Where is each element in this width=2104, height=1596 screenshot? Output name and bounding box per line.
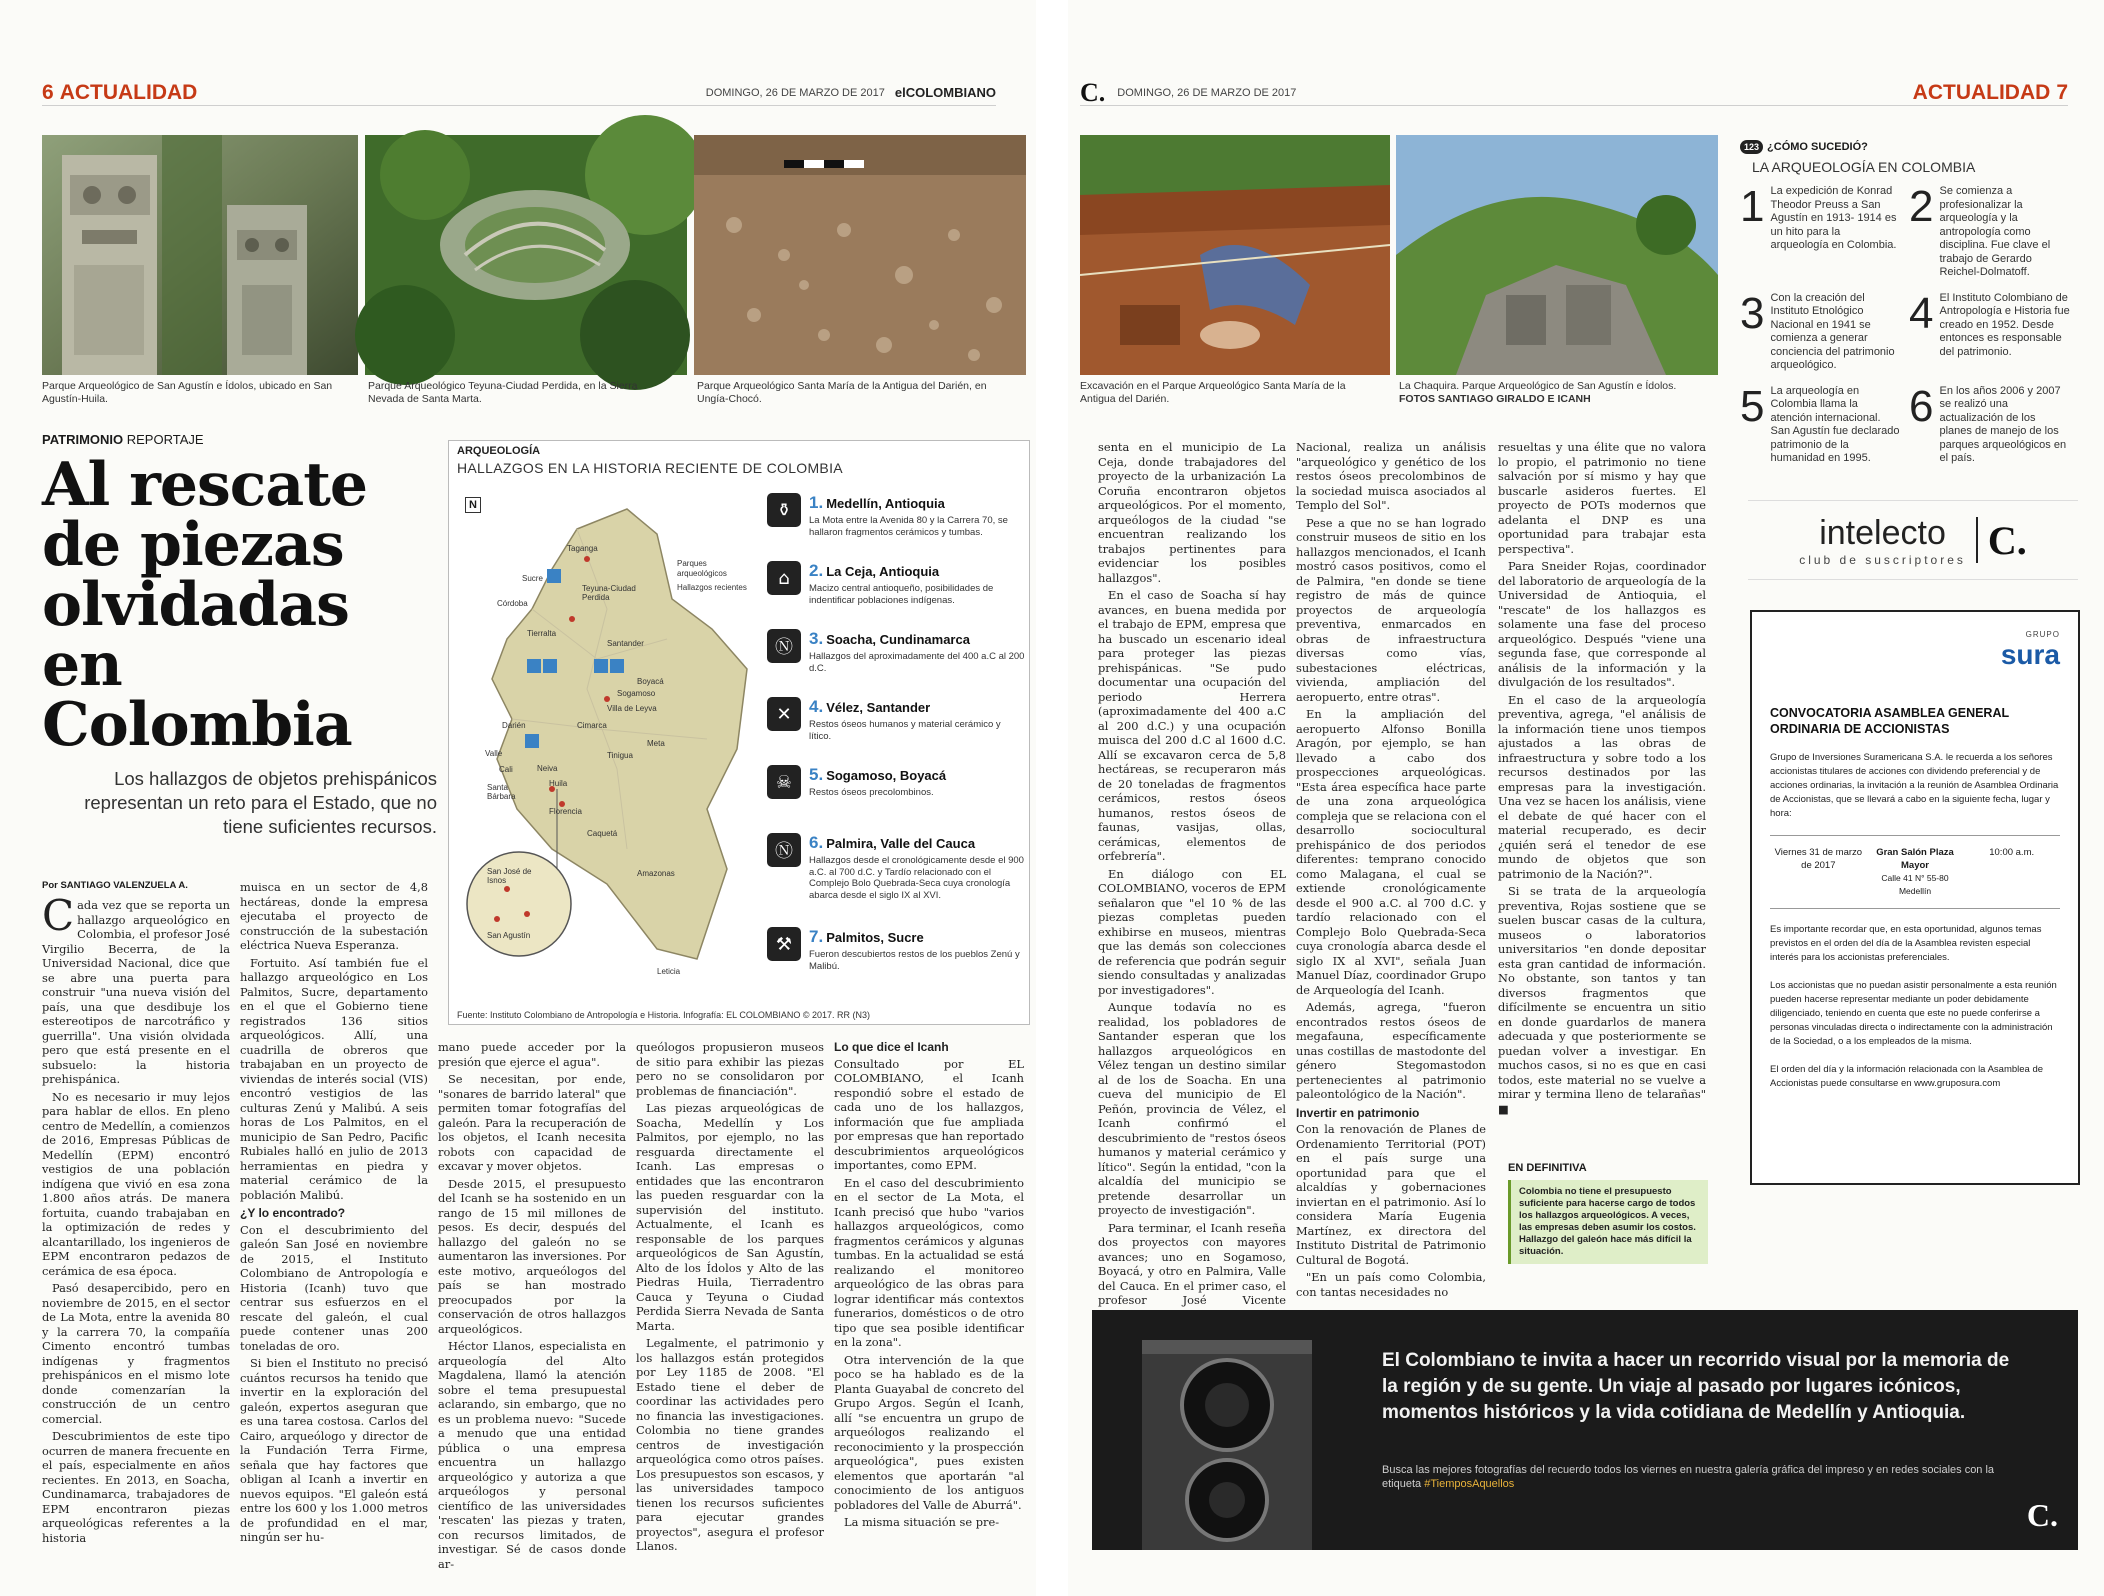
find-number: 7. (809, 927, 824, 946)
find-number: 5. (809, 765, 824, 784)
issue-date: DOMINGO, 26 DE MARZO DE 2017 (1117, 86, 1297, 99)
place-tinigua: Tinigua (607, 751, 633, 760)
find-number: 3. (809, 629, 824, 648)
caption-photo-2: Parque Arqueológico Teyuna-Ciudad Perdida, en la Sierra Nevada de Santa Marta. (368, 380, 638, 405)
find-title: Palmitos, Sucre (826, 930, 924, 945)
find-desc: Restos óseos precolombinos. (809, 787, 934, 798)
sura-time: 10:00 a.m. (1989, 847, 2035, 858)
rcol1-para-5: Para terminar, el Icanh reseña dos proyectos con mayores avances; uno en Sogamoso, Boyacá, y otro en Palmira, Valle del Cauca. En el primer caso, el profesor José Vicente (1098, 1220, 1286, 1307)
col3-para-1: mano puede acceder por la presión que ejerce el agua". (438, 1040, 626, 1069)
place-tierralta: Tierralta (527, 629, 557, 638)
right-folio (1080, 77, 2068, 107)
bones-icon: ✕ (767, 697, 801, 731)
place-sogamoso: Sogamoso (617, 689, 656, 698)
col1-para-1: ada vez que se reporta un hallazgo arqueológico en Colombia, el profesor José Virgilio Becerra, de la Universidad Nacional, dice que se abre una puerta para construir "una nueva visión del país, una que desdibuje los estereotipos de narcotráfico y guerrilla". Una visión olvidada pero que está presente en el subsuelo: la historia prehispánica. (42, 898, 230, 1086)
intelecto-word: intelecto (1819, 513, 1946, 552)
col5-para-2: En el caso del descubrimiento en el sector de La Mota, el Icanh precisó que hubo "varios hallazgos arqueológicos, como fragmentos cerámicos y algunas tumbas. En la actualidad se está realizando el monitoreo arqueológico de las obras para lograr identificar más contextos funerarios, domésticos o de otro tipo que sea posible identificar en la zona". (834, 1175, 1024, 1349)
page-gutter (1036, 0, 1068, 1596)
sura-place-block (1867, 846, 1964, 898)
rcol1-para-3: En diálogo con EL COLOMBIANO, voceros de EPM señalaron que "el 10 % de las piezas completas pueden exhibirse en museos, mientras que las demás son colecciones de referencia que podrán seguir siendo consultadas y analizadas por investigadores". (1098, 866, 1286, 997)
photo-credit: FOTOS SANTIAGO GIRALDO E ICANH (1399, 393, 1591, 405)
banner-text: El Colombiano te invita a hacer un recorrido visual por la memoria de la región y de su gente. Un viaje al pasado por lugares icónicos, momentos históricos y la vida cotidiana de Medellín y Antioquia. (1382, 1350, 2010, 1423)
sura-para-3: Los accionistas que no puedan asistir personalmente a esta reunión pueden hacerse representar mediante un poder debidamente diligenciado, teniendo en cuenta que este no puede conferirse a personas vinculadas directa o indirectamente con la administración de la Sociedad, o a los empleados de la misma. (1770, 980, 2057, 1047)
rcol2-para-3: En la ampliación del aeropuerto Alfonso Bonilla Aragón, por ejemplo, se han llevado a cabo dos prospecciones arqueológicas. "Esta área específica hace parte de una zona arqueológica compleja que se relaciona con el desarrollo sociocultural prehispánico de dos periodos diferentes: temprano conocido como Malagana, el cual se extiende cronológicamente desde el 900 a.C. al 700 d.C. y tardío relacionado con el Complejo Bolo Quebrada-Seca cuya cronología abarca desde el siglo IX al XVI", señala Juan Manuel Díaz, coordinador Grupo de Arqueología del Icanh. (1296, 707, 1486, 997)
photo-excavacion (1080, 135, 1390, 375)
rcol3-para-2: Para Sneider Rojas, coordinador del laboratorio de arqueología de la Universidad de Antioquia, el "rescate" de los hallazgos es solamente una fase del proceso arqueológico. Después "viene una segunda fase, que corresponde al análisis de la información y la divulgación de los resultados". (1498, 559, 1706, 689)
col2-para-1: muisca en un sector de 4,8 hectáreas, donde la empresa ejecutaba el proyecto de construcción de la subestación eléctrica Nueva Esperanza. (240, 880, 428, 952)
place-cordoba: Córdoba (497, 599, 528, 608)
rcol2-para-5: Con la renovación de Planes de Ordenamiento Territorial (POT) en el país surge una oportunidad para que el alcaldías y gobernaciones inviertan en el patrimonio. Así lo considera María Eugenia Martínez, ex directora del Instituto Distrital de Patrimonio Cultural de Bogotá. (1296, 1122, 1486, 1267)
left-page (0, 0, 1036, 1596)
place-sucre: Sucre (522, 574, 543, 583)
place-meta: Meta (647, 739, 665, 748)
headline: Al rescate de piezas olvidadas en Colombia (42, 450, 368, 760)
find-title: Vélez, Santander (826, 700, 931, 715)
how-num: 6 (1909, 381, 1934, 431)
photo-chaquira (1396, 135, 1718, 375)
place-huila: Huila (549, 779, 568, 788)
rcol2-para-6: "En un país como Colombia, con tantas necesidades no (1296, 1270, 1486, 1299)
find-item (767, 697, 1025, 755)
find-item (767, 833, 1025, 917)
place-amazonas: Amazonas (637, 869, 675, 878)
issue-date: DOMINGO, 26 DE MARZO DE 2017 (705, 86, 885, 99)
deck: Los hallazgos de objetos prehispánicos representan un reto para el Estado, que no tiene suficientes recursos. (84, 768, 437, 837)
kicker-section: PATRIMONIO (42, 432, 124, 447)
col3-para-4: Héctor Llanos, especialista en arqueología del Alto Magdalena, llamó la atención sobre el tema presupuestal aclarando, sin embargo, que no es un problema nuevo: "Sucede a menudo que una entidad pública o una empresa encuentra un hallazgo arqueológico y autoriza a que arqueólogos y personal científico de las universidades 'rescaten' las piezas y traten, con recursos limitados, de investigar. Sé de casos donde ar- (438, 1339, 626, 1571)
place-neiva: Neiva (537, 764, 558, 773)
newspaper-brand: elCOLOMBIANO (894, 85, 996, 100)
place-darien: Darién (502, 721, 526, 730)
legend-parks: Parques arqueológicos (677, 559, 727, 578)
banner-sub-text: Busca las mejores fotografías del recuerdo todos los viernes en nuestra galería gráfica del impreso y en redes sociales con la etiqueta (1382, 1464, 1995, 1490)
en-definitiva-box (1508, 1162, 1708, 1264)
map-legend (677, 559, 757, 593)
find-desc: Fueron descubiertos restos de los pueblos Zenú y Malibú. (809, 949, 1020, 972)
infographic (448, 440, 1030, 1025)
find-desc: Hallazgos del aproximadamente del 400 a.C al 200 d.C. (809, 651, 1025, 674)
camera-illustration (1102, 1310, 1382, 1550)
find-title: Medellín, Antioquia (826, 496, 945, 511)
rcol3-para-3: En el caso de la arqueología preventiva, agrega, "el análisis de la información tiene unos tiempos ajustados a las obras de infraestructura y sobre todo a los recursos destinados por las empresas para la investigación. Una vez se hacen los análisis, viene el debate de qué hacer con el material recuperado, es decir ¿quién será el tenedor de ese mundo de objetos que son patrimonio de la Nación?". (1498, 692, 1706, 881)
infographic-head (457, 445, 843, 476)
find-number: 6. (809, 833, 824, 852)
place-cimarca: Cimarca (577, 721, 607, 730)
col3-para-3: Desde 2015, el presupuesto del Icanh se ha sostenido en un rango de 15 mil millones de pesos. Es decir, después del hallazgo del galeón no se aumentaron las inversiones. Por este motivo, arqueólogos del país se han mostrado preocupados por la conservación de otros hallazgos arqueológicos. (438, 1176, 626, 1336)
rcol3-para-1: resueltas y una élite que no valora lo propio, el patrimonio no tiene salvación por sí mismo y hay que buscarle asideros fuertes. El proyecto de POTs modernos que adelanta el DNP es una oportunidad para trabajar esta perspectiva". (1498, 440, 1706, 556)
compass-icon: Ⓝ (767, 629, 801, 663)
find-desc: Hallazgos desde el cronológicamente desde el 900 a.C. al 700 d.C. y Tardío relacionado con el Complejo Bolo Quebrada-Seca cuya cronología abarca desde el siglo IX al XVI. (809, 855, 1024, 901)
rcol2-para-1: Nacional, realiza un análisis "arqueológico y genético de los restos óseos precolombinos de la sociedad muisca asociados al Templo del Sol". (1296, 440, 1486, 512)
how-tag (1740, 140, 2070, 154)
find-number: 4. (809, 697, 824, 716)
find-title: La Ceja, Antioquia (826, 564, 940, 579)
place-san-jose-de-isnos: San José de Isnos (487, 867, 532, 885)
rcol1-para-1: senta en el municipio de La Ceja, donde trabajadores del proyecto de la urbanización La Coruña encontraron objetos arqueológicos. Por el momento, arqueólogos de la ciudad "se encuentran realizando los trabajos pertinentes para evidenciar los posibles hallazgos". (1098, 440, 1286, 585)
find-item (767, 765, 1025, 823)
tools-icon: ⚒ (767, 927, 801, 961)
sura-title: CONVOCATORIA ASAMBLEA GENERAL ORDINARIA DE ACCIONISTAS (1770, 706, 2009, 736)
find-number: 2. (809, 561, 824, 580)
rcol1-para-2: En el caso de Soacha sí hay avances, en buena medida por el trabajo de EPM, empresa que ha buscado un escenario ideal para proteger las piezas prehispánicas. "Se pudo documentar una ocupación del periodo Herrera (aproximadamente del 400 a.C al 200 d.C.) y una ocupación muisca del 200 d.C al 1600 d.C. Allí se excavaron cerca de 5,8 hectáreas, se recuperaron más de 20 toneladas de fragmentos cerámicos, restos óseos humanos, restos óseos de faunas, vasijas, ollas, cerámicas, elementos de orfebrería". (1098, 588, 1286, 863)
how-item (1740, 182, 1901, 280)
sura-name: sura (2000, 639, 2060, 670)
kicker (42, 432, 204, 447)
caption-photo-5 (1399, 380, 1709, 406)
col4-para-2: Las piezas arqueológicas de Soacha, Medellín y Los Palmitos, por ejemplo, no las resguarda directamente el Icanh. Las empresas o entidades que las encontraron las pueden resguardar con la supervisión del instituto. Actualmente, el Icanh es responsable de los parques arqueológicos de San Agustín, Alto de los Ídolos y Alto de las Piedras Huila, Tierradentro Cauca y Teyuna o Ciudad Perdida Sierra Nevada de Santa Marta. (636, 1101, 824, 1333)
place-san-agustin: San Agustín (487, 931, 531, 940)
how-badge: 123 (1740, 140, 1763, 154)
col4-para-3: Legalmente, el patrimonio y los hallazgos están protegidos por Ley 1185 de 2008. "El Estado tiene el deber de coordinar las actividades pero no financia las investigaciones. Colombia no tiene grandes centros de investigación arqueológica como otros países. Los presupuestos son escasos, y las universidades tampoco tienen los recursos suficientes para ejecutar grandes proyectos", asegura el profesor Llanos. (636, 1336, 824, 1553)
article-col-1 (42, 891, 230, 1545)
how-item (1909, 381, 2070, 466)
legend-finds: Hallazgos recientes (677, 583, 747, 592)
sura-grupo: GRUPO (2025, 630, 2060, 639)
col3-para-2: Se necesitan, por ende, "sonares de barrido lateral" que permiten tomar fotografías del galeón. Para la recuperación de los objetos, el Icanh necesita robots con capacidad de excavar y mover objetos. (438, 1072, 626, 1173)
sura-logo (1770, 630, 2060, 671)
col2-para-4: Si bien el Instituto no precisó cuántos recursos ha tenido que invertir en la exploración del galeón, expertos aseguran que es una tarea costosa. Carlos del Cairo, arqueólogo y director de la Fundación Terra Firme, señala que hay factores que obligan al Icanh a invertir en nuevos equipos. "El galeón está entre los 600 y los 1.000 metros de profundidad en el mar, ningún ser hu- (240, 1356, 428, 1544)
banner-logo: C. (2026, 1497, 2058, 1533)
col2-para-2: Fortuito. Así también fue el hallazgo arqueológico en Los Palmitos, Sucre, departamento en el que el Gobierno tiene registrados 136 sitios arqueológicos. Allí, una cuadrilla de obreros que trabajaban en un proyecto de viviendas de interés social (VIS) encontró vestigios de las culturas Zenú y Malibú. A seis horas de Los Palmitos, en el municipio de San Pedro, Pacific Rubiales halló en julio de 2013 herramientas en piedra y material cerámico de la población Malibú. (240, 955, 428, 1202)
sura-place: Gran Salón Plaza Mayor (1876, 847, 1954, 871)
right-col-3 (1498, 440, 1706, 1140)
col5-para-3: Otra intervención de la que poco se ha hablado es de la Planta Guayabal de concreto del Grupo Argos. Según el Icanh, allí "se encuentra un grupo de arqueólogos realizando el reconocimiento y la prospección arqueológica", pues existen elementos que aportarán "al conocimiento de los antiguos pobladores del Valle de Aburrá". (834, 1352, 1024, 1512)
sura-para-1: Grupo de Inversiones Suramericana S.A. le recuerda a los señores accionistas titulares de acciones con dividendo preferencial y de acciones ordinarias, la invitación a la reunión de Asamblea Ordinaria de Accionistas, que se llevará a cabo en la siguiente fecha, lugar y hora: (1770, 752, 2059, 819)
sura-ad (1750, 610, 2080, 1185)
kicker-type: REPORTAJE (126, 432, 204, 447)
col1-para-2: No es necesario ir muy lejos para hablar de ellos. En pleno centro de Medellín, a comienzos de 2016, Empresas Públicas de Medellín (EPM) encontró vestigios de una población indígena que vivió en esa zona 1.800 años atrás. De manera fortuita, cuando trabajaban en la optimización de redes y alcantarillado, los ingenieros de EPM encontraron pedazos de cerámica de esa época. (42, 1089, 230, 1278)
how-text: La arqueología en Colombia llama la atención internacional. San Agustín fue declarado patrimonio de la humanidad en 1995. (1770, 384, 1900, 464)
dropcap: C (42, 891, 75, 940)
caption-photo-1: Parque Arqueológico de San Agustín e Ídolos, ubicado en San Agustín-Huila. (42, 380, 333, 405)
place-boyaca: Boyacá (637, 677, 664, 686)
banner-sub (1382, 1463, 2022, 1491)
north-indicator: N (465, 497, 481, 513)
place-florencia: Florencia (549, 807, 582, 816)
intelecto-sub: club de suscriptores (1799, 552, 1966, 567)
find-item (767, 927, 1025, 985)
how-num: 5 (1740, 381, 1765, 431)
place-teyuna: Teyuna-Ciudad Perdida (582, 584, 636, 602)
infographic-tag: ARQUEOLOGÍA (457, 445, 541, 457)
place-caqueta: Caquetá (587, 829, 618, 838)
place-santa-barbara: Santa Bárbara (487, 783, 516, 801)
how-text: Se comienza a profesionalizar la arqueología y la antropología como disciplina. Fue clave el trabajo de Gerardo Reichel-Dolmatoff. (1939, 185, 2051, 278)
caption-photo-3: Parque Arqueológico Santa María de la Antigua del Darién, en Ungía-Chocó. (697, 380, 987, 405)
infographic-title: HALLAZGOS EN LA HISTORIA RECIENTE DE COLOMBIA (457, 460, 843, 476)
how-item (1740, 288, 1901, 373)
find-desc: Restos óseos humanos y material cerámico y lítico. (809, 719, 1001, 742)
sura-date: Viernes 31 de marzo de 2017 (1774, 847, 1863, 871)
right-col-2 (1296, 440, 1486, 1299)
find-number: 1. (809, 493, 824, 512)
rcol1-para-4: Aunque todavía no es realidad, los pobladores de Santander esperan que los hallazgos arqueológicos en Vélez tengan un destino similar al de los de Soacha. En una cueva del municipio de El Peñón, provincia de Vélez, el Icanh confirmó el descubrimiento de "restos óseos humanos y material cerámico y lítico". Según la entidad, "con la alcaldía del municipio se pretende desarrollar un proyecto de investigación". (1098, 1000, 1286, 1217)
photo-santa-maria (694, 135, 1026, 375)
intelecto-logo: C. (1987, 517, 2027, 563)
sura-meeting-info (1770, 835, 2060, 909)
how-text: El Instituto Colombiano de Antropología e Historia fue creado en 1952. Desde entonces es responsable del patrimonio. (1939, 291, 2070, 358)
byline: Por SANTIAGO VALENZUELA A. (42, 880, 188, 891)
how-text: En los años 2006 y 2007 se realizó una actualización de los planes de manejo de los parques arqueológicos en el país. (1939, 384, 2067, 464)
hut-icon: ⌂ (767, 561, 801, 595)
find-desc: La Mota entre la Avenida 80 y la Carrera 70, se hallaron fragmentos cerámicos y tumbas. (809, 515, 1008, 538)
find-title: Palmira, Valle del Cauca (826, 836, 976, 851)
col2-subhead: ¿Y lo encontrado? (240, 1206, 346, 1220)
left-folio (42, 80, 996, 106)
section-name: ACTUALIDAD (59, 80, 198, 104)
rcol2-para-4: Además, agrega, "fueron encontrados restos óseos de megafauna, específicamente unas costillas de mastodonte del género Stegomastodon pertenecientes al patrimonio paleontológico de la Nación". (1296, 1000, 1486, 1101)
sura-address: Calle 41 N° 55-80 Medellín (1881, 873, 1949, 896)
definitiva-text: Colombia no tiene el presupuesto suficiente para hacerse cargo de todos los hallazgos arqueológicos. A veces, las empresas deben asumir los costos. Hallazgo del galeón hace más difícil la situación. (1508, 1180, 1708, 1264)
urn-icon: ⚱ (767, 493, 801, 527)
article-col-4 (636, 1040, 824, 1553)
how-item (1740, 381, 1901, 466)
how-tag-label: ¿CÓMO SUCEDIÓ? (1767, 141, 1868, 153)
photo-san-agustin (42, 135, 358, 375)
rcol3-para-4: Si se trata de la arqueología preventiva, Rojas sostiene que se suelen buscar casas de la cultura, museos o laboratorios universitarios "en donde depositar esta gran cantidad de información. No obstante, son tantos y tan diversos fragmentos que difícilmente se encuentra un sitio en donde guardarlos de manera adecuada y que posteriormente se puedan volver a investigar. En muchos casos, si no es que en casi todos, este material no se vuelve a mirar y termina lleno de telarañas" ■ (1498, 884, 1706, 1116)
intelecto-ad (1748, 500, 2078, 580)
caption-photo-4: Excavación en el Parque Arqueológico Santa María de la Antigua del Darién. (1080, 380, 1346, 405)
place-cali: Cali (499, 765, 513, 774)
rcol2-para-2: Pese a que no se han logrado construir museos de sitio en los hallazgos mencionados, el Icanh mostró casos positivos, como el de Palmira, "en donde se tiene registro de más de quince proyectos de arqueología preventiva, enmarcados en obras de infraestructura diversas como vías, subestaciones eléctricas, vivienda, ampliación del aeropuerto, entre otras". (1296, 515, 1486, 704)
find-item (767, 561, 1025, 619)
how-num: 1 (1740, 182, 1765, 231)
place-taganga: Taganga (567, 544, 598, 553)
how-text: La expedición de Konrad Theodor Preuss a San Agustín en 1913- 1914 es un hito para la arqueología en Colombia. (1770, 185, 1897, 251)
place-leticia: Leticia (657, 967, 681, 976)
rcol2-subhead: Invertir en patrimonio (1296, 1105, 1420, 1120)
how-num: 2 (1909, 182, 1934, 231)
col5-para-4: La misma situación se pre- (844, 1515, 1000, 1529)
banner-hashtag: #TiemposAquellos (1424, 1478, 1515, 1490)
definitiva-tag: EN DEFINITIVA (1508, 1162, 1587, 1174)
col5-para-1: Consultado por EL COLOMBIANO, el Icanh respondió sobre el estado de cada uno de los hallazgos, información que fue ampliada por empresas que han reportado descubrimientos arqueológicos importantes, como EPM. (834, 1056, 1024, 1172)
page-number: 6 (42, 80, 54, 104)
how-text: Con la creación del Instituto Etnológico Nacional en 1941 se comienza a generar conciencia del patrimonio arqueológico. (1770, 291, 1895, 371)
caption-photo-5-text: La Chaquira. Parque Arqueológico de San Agustín e Ídolos. (1399, 380, 1677, 392)
article-col-5 (834, 1040, 1024, 1540)
find-title: Sogamoso, Boyacá (826, 768, 947, 783)
find-item (767, 629, 1025, 687)
how-item (1909, 182, 2070, 280)
sura-para-4: El orden del día y la información relacionada con la Asamblea de Accionistas puede consultarse en www.gruposura.com (1770, 1064, 2044, 1089)
col1-para-4: Descubrimientos de este tipo ocurren de manera frecuente en el país, especialmente en años recientes. En 2013, en Soacha, Cundinamarca, trabajadores de EPM encontraron piezas arqueológicas referentes a la historia (42, 1429, 230, 1545)
skull-icon: ☠ (767, 765, 801, 799)
article-col-3 (438, 1040, 626, 1571)
photo-teyuna (365, 135, 687, 375)
section-name: ACTUALIDAD (1912, 80, 2051, 104)
place-valle: Valle (485, 749, 503, 758)
colombia-map (457, 489, 757, 989)
right-col-1 (1098, 440, 1286, 1307)
como-sucedio-box (1740, 140, 2070, 466)
sura-para-2: Es importante recordar que, en esta oportunidad, algunos temas previstos en el orden del día de la Asamblea revisten especial interés para los accionistas preferenciales. (1770, 924, 2042, 963)
find-title: Soacha, Cundinamarca (826, 632, 970, 647)
infographic-source: Fuente: Instituto Colombiano de Antropología e Historia. Infografía: EL COLOMBIANO © 2017. RR (N3) (457, 1010, 870, 1020)
right-page (1068, 0, 2104, 1596)
finds-list (767, 493, 1025, 995)
how-item (1909, 288, 2070, 373)
place-santander: Santander (607, 639, 644, 648)
compass-icon: Ⓝ (767, 833, 801, 867)
colombiano-logo: C. (1080, 77, 1106, 107)
tiempos-aquellos-banner (1092, 1310, 2078, 1550)
how-title: LA ARQUEOLOGÍA EN COLOMBIA (1752, 159, 1976, 175)
col1-para-3: Pasó desapercibido, pero en noviembre de 2015, en el sector de La Mota, entre la avenida 80 y la carrera 70, la compañía Cimento encontró tumbas indígenas y fragmentos prehispánicos en el mismo lote donde comenzarían la construcción de un centro comercial. (42, 1281, 230, 1426)
find-desc: Macizo central antioqueño, posibilidades de indentificar poblaciones indígenas. (809, 583, 994, 606)
how-grid (1740, 182, 2070, 466)
col2-para-3: Con el descubrimiento del galeón San José en noviembre de 2015, el Instituto Colombiano de Antropología e Historia (Icanh) tuvo que centrar sus esfuerzos en el rescate del galeón, el cual puede contener unas 200 toneladas de oro. (240, 1222, 428, 1353)
how-num: 3 (1740, 288, 1765, 338)
find-item (767, 493, 1025, 551)
col4-para-1: queólogos propusieron museos de sitio para exhibir las piezas pero no se consolidaron por problemas de financiación". (636, 1040, 824, 1098)
how-num: 4 (1909, 288, 1934, 338)
col5-subhead: Lo que dice el Icanh (834, 1040, 949, 1054)
page-number: 7 (2056, 80, 2068, 104)
article-col-2 (240, 880, 428, 1544)
place-villa-de-leyva: Villa de Leyva (607, 704, 657, 713)
